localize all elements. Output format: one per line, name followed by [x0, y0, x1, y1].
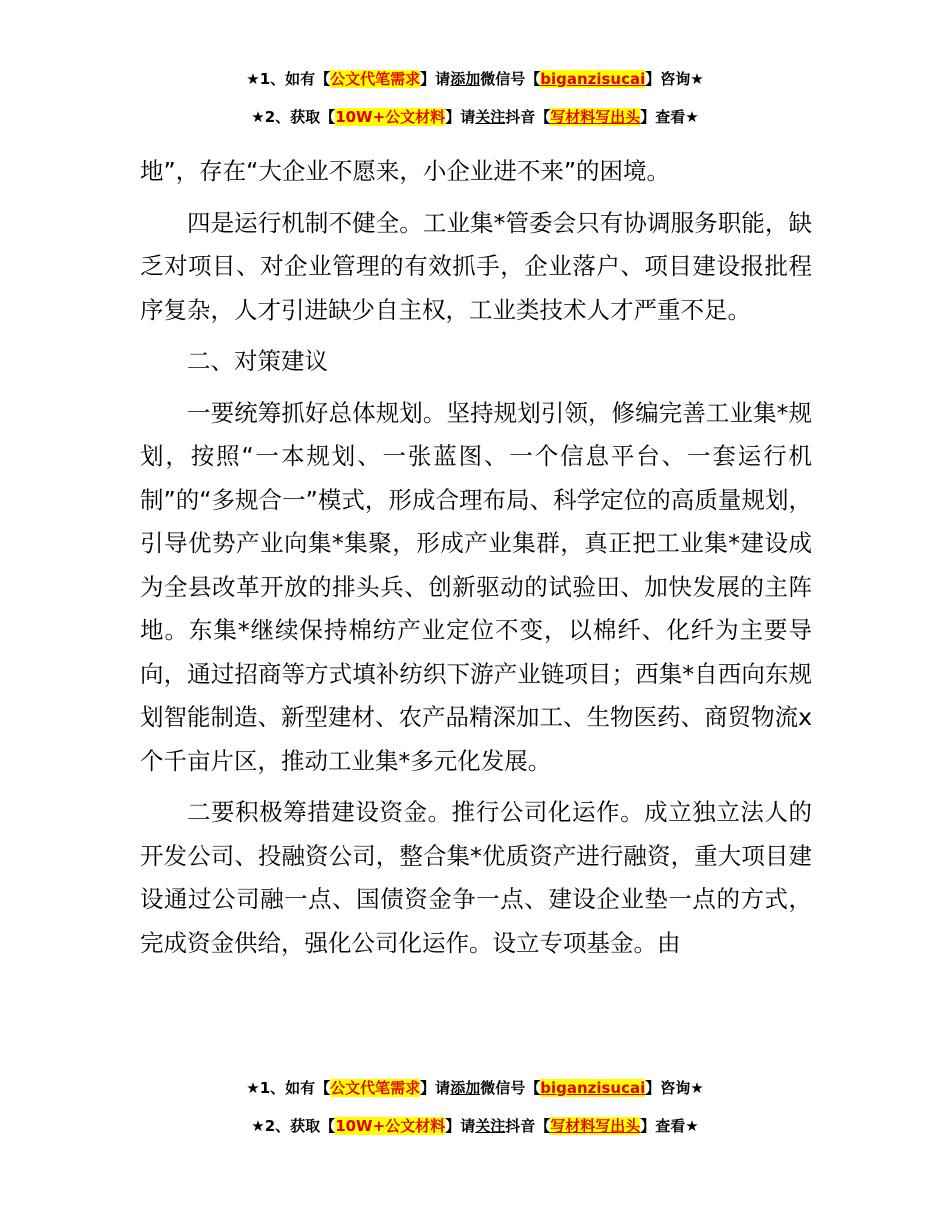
highlight-materials: 10W+公文材料 — [335, 1117, 446, 1135]
highlight-wechat-id: biganzisucai — [540, 70, 646, 88]
highlight-materials: 10W+公文材料 — [335, 108, 446, 126]
paragraph-planning: 一要统筹抓好总体规划。坚持规划引领，修编完善工业集*规划，按照“一本规划、一张蓝图、一个信息平台、一套运行机制”的“多规合一”模式，形成合理布局、科学定位的高质量规划，引导优势产业向集*集聚，形成产业集群，真正把工业集*建设成为全县改革开放的排头兵、创新驱动的试验田、加快发展的主阵地。东集*继续保持棉纺产业定位不变，以棉纤、化纤为主要导向，通过招商等方式填补纺织下游产业链项目；西集*自西向东规划智能制造、新型建材、农产品精深加工、生物医药、商贸物流x个千亩片区，推动工业集*多元化发展。 — [140, 398, 812, 775]
highlight-wechat-id: biganzisucai — [540, 1079, 646, 1097]
highlight-douyin-account: 写材料写出头 — [550, 108, 641, 126]
highlight-ghostwriting: 公文代笔需求 — [330, 70, 421, 88]
paragraph-continuation: 地”，存在“大企业不愿来，小企业进不来”的困境。 — [140, 157, 671, 185]
section-heading-countermeasures: 二、对策建议 — [187, 347, 328, 375]
bottom-banner-line-1: ★1、如有【公文代笔需求】请添加微信号【biganzisucai】咨询★ — [246, 1079, 704, 1097]
paragraph-mechanism: 四是运行机制不健全。工业集*管委会只有协调服务职能，缺乏对项目、对企业管理的有效抓手，企业落户、项目建设报批程序复杂，人才引进缺少自主权，工业类技术人才严重不足。 — [140, 208, 812, 324]
highlight-douyin-account: 写材料写出头 — [550, 1117, 641, 1135]
top-banner-line-2: ★2、获取【10W+公文材料】请关注抖音【写材料写出头】查看★ — [251, 108, 699, 126]
highlight-ghostwriting: 公文代笔需求 — [330, 1079, 421, 1097]
top-banner-line-1: ★1、如有【公文代笔需求】请添加微信号【biganzisucai】咨询★ — [246, 70, 704, 88]
bottom-banner-line-2: ★2、获取【10W+公文材料】请关注抖音【写材料写出头】查看★ — [251, 1117, 699, 1135]
document-body — [140, 150, 812, 973]
paragraph-funding: 二要积极筹措建设资金。推行公司化运作。成立独立法人的开发公司、投融资公司，整合集*优质资产进行融资，重大项目建设通过公司融一点、国债资金争一点、建设企业垫一点的方式，完成资金供给，强化公司化运作。设立专项基金。由 — [140, 798, 812, 957]
